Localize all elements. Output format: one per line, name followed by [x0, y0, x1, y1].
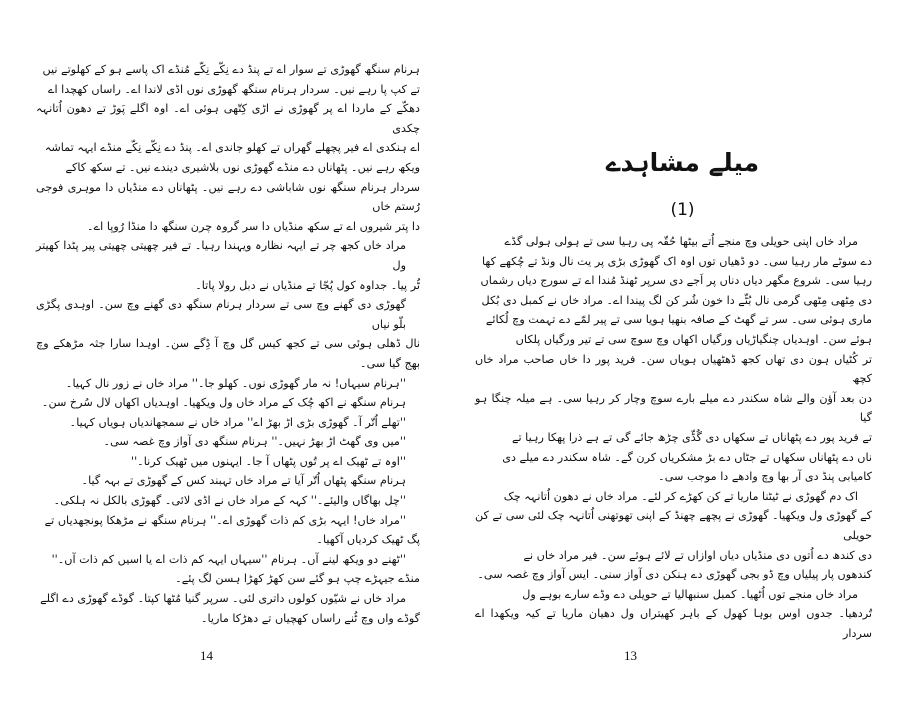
text-line: ویکھ رہے نیں۔ پٹھاناں دے منڈے گھوڑی نوں بلاشیری دیندے نیں۔ تے سکھ کاکے: [65, 160, 420, 174]
text-line: دے سوٹے مار رہیا سی۔ دو ڈھیاں توں اوہ اک گھوڑی بڑی پر یت نال ونڈ تے چُکھے کھا: [482, 254, 872, 268]
text-line: گھوڑی دی گھنے وچ سی تے سردار ہرنام سنگھ دی گھنے وچ سن۔ اوہدی پگڑی بلّو نیاں: [36, 298, 406, 331]
text-line: ٹُر پیا۔ جداوہ کول پُجّا تے منڈیاں نے دبل رولا پاتا۔: [195, 278, 420, 292]
text-line: مراد خاں اپنی حویلی وچ منجے اُتے بیٹھا حُقّہ پی رہیا سی تے ہولی ہولی گڈے: [504, 235, 858, 248]
text-line: مراد خاں منجے توں اُٹھیا۔ کمبل سنبھالیا تے حویلی دے وڈے سارے بوہے ول: [522, 587, 858, 601]
text-line: ہرنام سنگھ پٹھاں اُتّر آیا تے مراد خاں تہبند کس کے گھوڑی تے بہہ گیا۔: [81, 474, 406, 488]
text-line: ماری ہوئی سی۔ سر تے گھٹ کے صافہ بنھیا ہویا سی تے پیر لمّے دے تہمت وچ لُکائے: [485, 313, 872, 327]
text-line: رہیا سی۔ شروع مگھر دیاں دناں پر اَجے دی سرپر ٹھنڈ مُندا اے تے سورج دیاں رشماں: [480, 274, 872, 288]
text-line: ''ہرنام سیہاں! نہ مار گھوڑی نوں۔ کھلو جا۔'' مراد خاں نے زور نال کہیا۔: [65, 376, 406, 390]
text-line: اک دم گھوڑی نے ٹیٹنا ماریا تے کن کھڑے کر لئے۔ مراد خاں نے دھون اُتانہہ چک: [503, 489, 858, 503]
text-line: کامیابی پنڈ دی آر بھا وچ وادھے دا موجب سی۔: [658, 470, 872, 484]
text-line: گوڈے واں وچ ٹُنے راساں کھچیاں تے دھڑکا ماریا۔: [200, 611, 420, 625]
text-line: ''چل بھاگاں والیئے۔'' کہہ کے مراد خاں نے اڈی لائی۔ گھوڑی بالکل نہ ہلکی۔: [53, 494, 406, 508]
text-line: مراد خاں نے شیّوں کولوں داتری لئی۔ سرپر گنیا مُٹھا کپتا۔ گوڈے گھوڑی دے اگلے: [40, 592, 406, 606]
text-line: ''میں وی گھٹ اڑ بھڑ نہیں۔'' ہرنام سنگھ دی آواز وچ غصہ سی۔: [103, 435, 406, 449]
text-line: تے کپ پا رہے نیں۔ سردار ہرنام سنگھ گھوڑی نوں اڈی لاندا اے۔ راساں کھچدا اے: [47, 82, 420, 96]
text-line: دی کندھ دے اُتوں دی منڈیاں دیاں اوازاں تے لائے ہوئے سن۔ فیر مراد خاں نے: [523, 548, 872, 562]
text-line: اے ہنکدی اے فیر پچھلے گھراں تے کھلو جاندی اے۔ پنڈ دے نِکّے نِکّے منڈے ایہہ تماشہ: [44, 141, 420, 155]
text-line: ہوئے سن۔ اوہدیاں چنگیاڑیاں ورگیاں اکھاں وچ سوچ سی تے تیر ورگیاں پلکاں: [515, 332, 872, 346]
chapter-title: میلے مشاہدے: [605, 148, 760, 177]
text-line: ناں دے پٹھاناں سکھاں تے جٹاں دے بڑ مشکریاں کرن گے۔ شاہ سکندر دے میلے دی: [502, 450, 872, 464]
text-line: مراد خاں کجھ چر تے ایہہ نظارہ ویہندا رہیا۔ تے فیر چھیتی چھیتی پیر پٹدا کھیتر ول: [36, 239, 406, 272]
text-line: تُردھیا۔ جدوں اوس بوہا کھول کے باہر کھیتراں ول دھیان ماریا تے کیہ ویکھدا اے سردار: [475, 607, 872, 640]
text-line: نال ڈھلی ہوئی سی تے کجھ کیس گل وچ آ ڈِگے سن۔ اوہدا سارا جثہ مڑھکے وچ بھج گیا سی۔: [36, 337, 420, 370]
page-number: 14: [200, 648, 213, 663]
text-line: کے گھوڑی ول ویکھیا۔ گھوڑی نے پچھے چھنڈ کے اپنی تھوتھنی اُتانہہ چک لئی سی تے کن حویلی: [475, 509, 872, 542]
text-line: ''ٹھنے دو ویکھ لینے آں۔ ہرنام ''سیہاں ایہہ کم ذات اے یا اسیں کم ذات آں۔'': [51, 552, 406, 566]
text-line: ''اوہ تے ٹھیک اے پر تُوں پٹھاں آ جا۔ ایہنوں میں ٹھیک کرنا۔'': [131, 454, 406, 468]
text-line: ''مراد خاں! ایہہ بڑی کم ذات گھوڑی اے۔'' ہرنام سنگھ نے مڑھکا پونجھدیاں تے: [44, 513, 406, 527]
text-line: دا پتر شیروں اے تے سکھ منڈیاں دا سر گروہ چرن سنگھ دا منڈا رُوپا اے۔: [87, 219, 420, 233]
text-line: ہرنام سنگھ نے اکھ چُک کے مراد خاں ول ویکھیا۔ اوہدیاں اکھاں لال سُرخ سن۔: [41, 396, 406, 410]
text-line: دن بعد آؤن والے شاہ سکندر دے میلے بارے سوچ وچار کر رہیا سی۔ ہے میلہ چنگا ہو گیا: [475, 391, 872, 425]
text-line: کندھوں پار پیلیاں وچ ڈو بجی گھوڑی دے ہنکن دی آواز سنی۔ ایس آواز وچ غصہ سی۔: [477, 568, 872, 582]
right-page: [455, 0, 910, 703]
text-line: تر کُٹیاں ہون دی تھاں کجھ ڈھٹھیاں ہویاں سن۔ فرید پور دا خاں صاحب مراد خاں کچھ: [475, 352, 872, 386]
text-line: سردار ہرنام سنگھ نوں شاباشی دے رہے نیں۔ پٹھاناں دے منڈیاں دا موہری فوجی رُستم خاں: [36, 180, 420, 214]
page-number: 13: [624, 648, 637, 663]
text-line: ہرنام سنگھ گھوڑی تے سوار اے تے پنڈ دے نِکّے نِکّے مُنڈے اک پاسے ہو کے کھلوتے نیں: [42, 63, 420, 76]
left-page-text: [36, 60, 420, 628]
text-line: پگ ٹھیک کردیاں آکھیا۔: [316, 533, 420, 547]
text-line: تے فرید پور دے پٹھاناں تے سکھاں دی گُڈّی چڑھ جائے گی تے ہے ذرا پھکا رہیا تے: [511, 430, 872, 444]
text-line: ''تھلے اُتّر آ۔ گھوڑی بڑی اڑ بھڑ اے'' مراد خاں نے سمجھاندیاں ہویاں کہیا۔: [69, 415, 406, 429]
text-line: دی مِٹھی مِٹھی گرمی نال بُٹّے دا خون شُر کن لگ پیندا اے۔ مراد خاں نے کمبل دی بُکل: [481, 293, 872, 307]
right-page-text: [475, 232, 872, 643]
text-line: منڈے جیہڑے چپ ہو گئے سن کھڑ کھڑا ہسن لگ پئے۔: [175, 572, 420, 586]
section-number: (1): [670, 200, 695, 220]
text-line: دھکّے کے ماردا اے پر گھوڑی نے اڑی کِتّھی ہوئی اے۔ اوہ اگلے پَوڑ تے دھون اُتانہہ چکدی: [36, 102, 420, 135]
